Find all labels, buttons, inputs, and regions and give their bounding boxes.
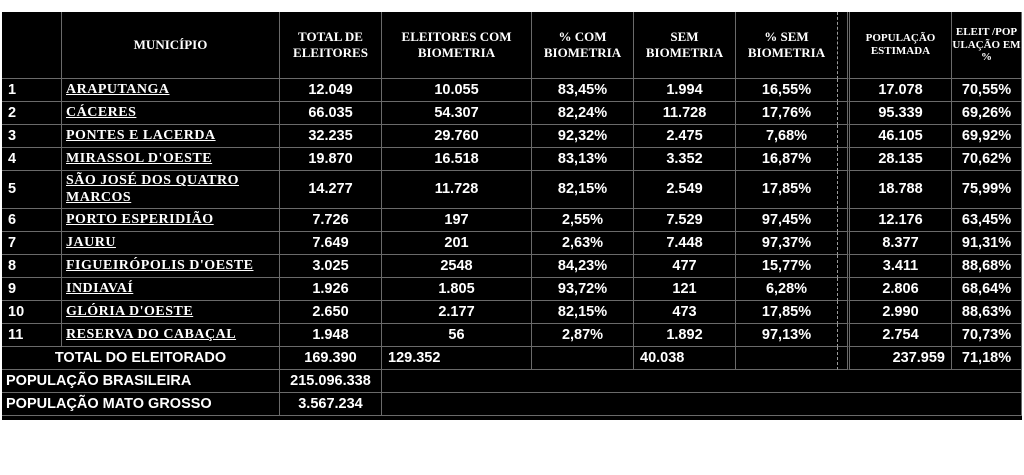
gap-cell <box>838 347 850 370</box>
total-eleitores-cell: 19.870 <box>280 148 382 171</box>
municipio-link-text[interactable]: JAURU <box>66 234 116 250</box>
eleit-pop-cell: 69,26% <box>952 102 1022 125</box>
eleitores-biometria-sum: 129.352 <box>382 347 532 370</box>
gap-cell <box>838 324 850 347</box>
municipio-link[interactable] <box>62 278 280 301</box>
sem-biometria-cell: 1.994 <box>634 79 736 102</box>
pct-com-biometria-cell: 83,45% <box>532 79 634 102</box>
eleitores-biometria-cell: 2.177 <box>382 301 532 324</box>
gap-cell <box>838 125 850 148</box>
pct-sem-biometria-cell: 17,76% <box>736 102 838 125</box>
header-eleit-pop: ELEIT /POP ULAÇÃO EM % <box>952 12 1022 79</box>
header-total-eleitores: TOTAL DE ELEITORES <box>280 12 382 79</box>
pct-com-biometria-cell: 84,23% <box>532 255 634 278</box>
total-eleitores-cell: 32.235 <box>280 125 382 148</box>
pct-com-biometria-cell: 2,55% <box>532 209 634 232</box>
pct-sem-biometria-cell: 7,68% <box>736 125 838 148</box>
header-index-blank <box>2 12 62 79</box>
municipio-link-text[interactable]: PONTES E LACERDA <box>66 127 216 143</box>
municipio-link-text[interactable]: INDIAVAÍ <box>66 280 134 296</box>
pct-com-biometria-cell: 2,87% <box>532 324 634 347</box>
populacao-estimada-cell: 95.339 <box>850 102 952 125</box>
eleitores-biometria-cell: 201 <box>382 232 532 255</box>
populacao-estimada-cell: 46.105 <box>850 125 952 148</box>
row-number: 1 <box>2 79 62 102</box>
header-gap <box>838 12 850 79</box>
populacao-brasileira-value: 215.096.338 <box>280 370 382 393</box>
eleit-pop-cell: 88,68% <box>952 255 1022 278</box>
pct-com-biometria-cell: 82,15% <box>532 171 634 209</box>
pct-sem-biometria-cell: 16,55% <box>736 79 838 102</box>
eleit-pop-cell: 70,55% <box>952 79 1022 102</box>
pct-sem-biometria-cell: 16,87% <box>736 148 838 171</box>
total-eleitores-cell: 7.726 <box>280 209 382 232</box>
pct-sem-biometria-cell: 15,77% <box>736 255 838 278</box>
pct-sem-biometria-cell: 17,85% <box>736 301 838 324</box>
populacao-estimada-cell: 2.754 <box>850 324 952 347</box>
pct-com-biometria-cell: 2,63% <box>532 232 634 255</box>
eleit-pop-cell: 63,45% <box>952 209 1022 232</box>
total-eleitores-cell: 1.926 <box>280 278 382 301</box>
total-eleitores-cell: 66.035 <box>280 102 382 125</box>
header-pct-sem-biometria: % SEM BIOMETRIA <box>736 12 838 79</box>
municipio-link[interactable] <box>62 324 280 347</box>
pct-com-sum-blank <box>532 347 634 370</box>
municipio-link[interactable] <box>62 102 280 125</box>
pct-sem-biometria-cell: 97,45% <box>736 209 838 232</box>
municipio-link[interactable] <box>62 148 280 171</box>
eleit-pop-cell: 70,62% <box>952 148 1022 171</box>
gap-cell <box>838 148 850 171</box>
pct-com-biometria-cell: 93,72% <box>532 278 634 301</box>
row-number: 8 <box>2 255 62 278</box>
eleit-pop-sum: 71,18% <box>952 347 1022 370</box>
total-eleitores-cell: 3.025 <box>280 255 382 278</box>
eleit-pop-cell: 75,99% <box>952 171 1022 209</box>
populacao-estimada-cell: 18.788 <box>850 171 952 209</box>
eleitores-biometria-cell: 16.518 <box>382 148 532 171</box>
row-number: 3 <box>2 125 62 148</box>
eleit-pop-cell: 68,64% <box>952 278 1022 301</box>
header-populacao-estimada: POPULAÇÃO ESTIMADA <box>850 12 952 79</box>
pct-sem-biometria-cell: 17,85% <box>736 171 838 209</box>
row-number: 6 <box>2 209 62 232</box>
eleit-pop-cell: 88,63% <box>952 301 1022 324</box>
sem-biometria-cell: 7.448 <box>634 232 736 255</box>
gap-cell <box>838 79 850 102</box>
gap-cell <box>838 102 850 125</box>
pct-sem-biometria-cell: 97,13% <box>736 324 838 347</box>
eleitores-biometria-cell: 10.055 <box>382 79 532 102</box>
municipio-link-text[interactable]: FIGUEIRÓPOLIS D'OESTE <box>66 257 254 273</box>
total-eleitores-cell: 12.049 <box>280 79 382 102</box>
pct-sem-sum-blank <box>736 347 838 370</box>
municipio-link[interactable] <box>62 79 280 102</box>
populacao-mt-label: POPULAÇÃO MATO GROSSO <box>2 393 280 416</box>
eleitores-biometria-cell: 197 <box>382 209 532 232</box>
populacao-estimada-cell: 8.377 <box>850 232 952 255</box>
eleitores-biometria-cell: 29.760 <box>382 125 532 148</box>
pct-sem-biometria-cell: 97,37% <box>736 232 838 255</box>
header-municipio: MUNICÍPIO <box>62 12 280 79</box>
populacao-estimada-sum: 237.959 <box>850 347 952 370</box>
sem-biometria-cell: 7.529 <box>634 209 736 232</box>
populacao-brasileira-blank <box>382 370 1022 393</box>
eleit-pop-cell: 91,31% <box>952 232 1022 255</box>
municipio-link-text[interactable]: PORTO ESPERIDIÃO <box>66 211 214 227</box>
eleit-pop-cell: 70,73% <box>952 324 1022 347</box>
header-eleitores-biometria: ELEITORES COM BIOMETRIA <box>382 12 532 79</box>
sem-biometria-cell: 477 <box>634 255 736 278</box>
pct-com-biometria-cell: 82,24% <box>532 102 634 125</box>
electorate-table <box>2 12 1022 420</box>
eleit-pop-cell: 69,92% <box>952 125 1022 148</box>
pct-com-biometria-cell: 92,32% <box>532 125 634 148</box>
row-number: 10 <box>2 301 62 324</box>
populacao-estimada-cell: 2.806 <box>850 278 952 301</box>
municipio-link-text[interactable]: ARAPUTANGA <box>66 81 170 97</box>
total-eleitores-cell: 1.948 <box>280 324 382 347</box>
municipio-link[interactable] <box>62 209 280 232</box>
populacao-estimada-cell: 2.990 <box>850 301 952 324</box>
sem-biometria-cell: 3.352 <box>634 148 736 171</box>
municipio-link[interactable] <box>62 171 280 209</box>
eleitores-biometria-cell: 56 <box>382 324 532 347</box>
sem-biometria-cell: 473 <box>634 301 736 324</box>
populacao-estimada-cell: 12.176 <box>850 209 952 232</box>
eleitores-biometria-cell: 11.728 <box>382 171 532 209</box>
row-number: 11 <box>2 324 62 347</box>
header-pct-com-biometria: % COM BIOMETRIA <box>532 12 634 79</box>
eleitores-biometria-cell: 2548 <box>382 255 532 278</box>
sem-biometria-cell: 11.728 <box>634 102 736 125</box>
municipio-link-text[interactable]: SÃO JOSÉ DOS QUATRO MARCOS <box>66 173 239 205</box>
total-eleitorado-label: TOTAL DO ELEITORADO <box>2 347 280 370</box>
row-number: 4 <box>2 148 62 171</box>
total-eleitores-cell: 2.650 <box>280 301 382 324</box>
municipio-link-text[interactable]: CÁCERES <box>66 104 137 120</box>
gap-cell <box>838 301 850 324</box>
municipio-link-text[interactable]: RESERVA DO CABAÇAL <box>66 326 237 342</box>
municipio-link[interactable] <box>62 125 280 148</box>
total-eleitores-sum: 169.390 <box>280 347 382 370</box>
header-sem-biometria: SEM BIOMETRIA <box>634 12 736 79</box>
total-eleitores-cell: 14.277 <box>280 171 382 209</box>
pct-sem-biometria-cell: 6,28% <box>736 278 838 301</box>
populacao-brasileira-label: POPULAÇÃO BRASILEIRA <box>2 370 280 393</box>
row-number: 2 <box>2 102 62 125</box>
sem-biometria-sum: 40.038 <box>634 347 736 370</box>
total-eleitores-cell: 7.649 <box>280 232 382 255</box>
sem-biometria-cell: 2.549 <box>634 171 736 209</box>
eleitores-biometria-cell: 1.805 <box>382 278 532 301</box>
gap-cell <box>838 278 850 301</box>
municipio-link-text[interactable]: GLÓRIA D'OESTE <box>66 303 194 319</box>
populacao-estimada-cell: 28.135 <box>850 148 952 171</box>
pct-com-biometria-cell: 82,15% <box>532 301 634 324</box>
row-number: 7 <box>2 232 62 255</box>
populacao-mt-value: 3.567.234 <box>280 393 382 416</box>
gap-cell <box>838 255 850 278</box>
populacao-mt-blank <box>382 393 1022 416</box>
gap-cell <box>838 171 850 209</box>
municipio-link[interactable] <box>62 255 280 278</box>
municipio-link[interactable] <box>62 301 280 324</box>
gap-cell <box>838 232 850 255</box>
populacao-estimada-cell: 3.411 <box>850 255 952 278</box>
municipio-link[interactable] <box>62 232 280 255</box>
sem-biometria-cell: 2.475 <box>634 125 736 148</box>
row-number: 5 <box>2 171 62 209</box>
row-number: 9 <box>2 278 62 301</box>
populacao-estimada-cell: 17.078 <box>850 79 952 102</box>
pct-com-biometria-cell: 83,13% <box>532 148 634 171</box>
sem-biometria-cell: 121 <box>634 278 736 301</box>
gap-cell <box>838 209 850 232</box>
sem-biometria-cell: 1.892 <box>634 324 736 347</box>
municipio-link-text[interactable]: MIRASSOL D'OESTE <box>66 150 213 166</box>
eleitores-biometria-cell: 54.307 <box>382 102 532 125</box>
